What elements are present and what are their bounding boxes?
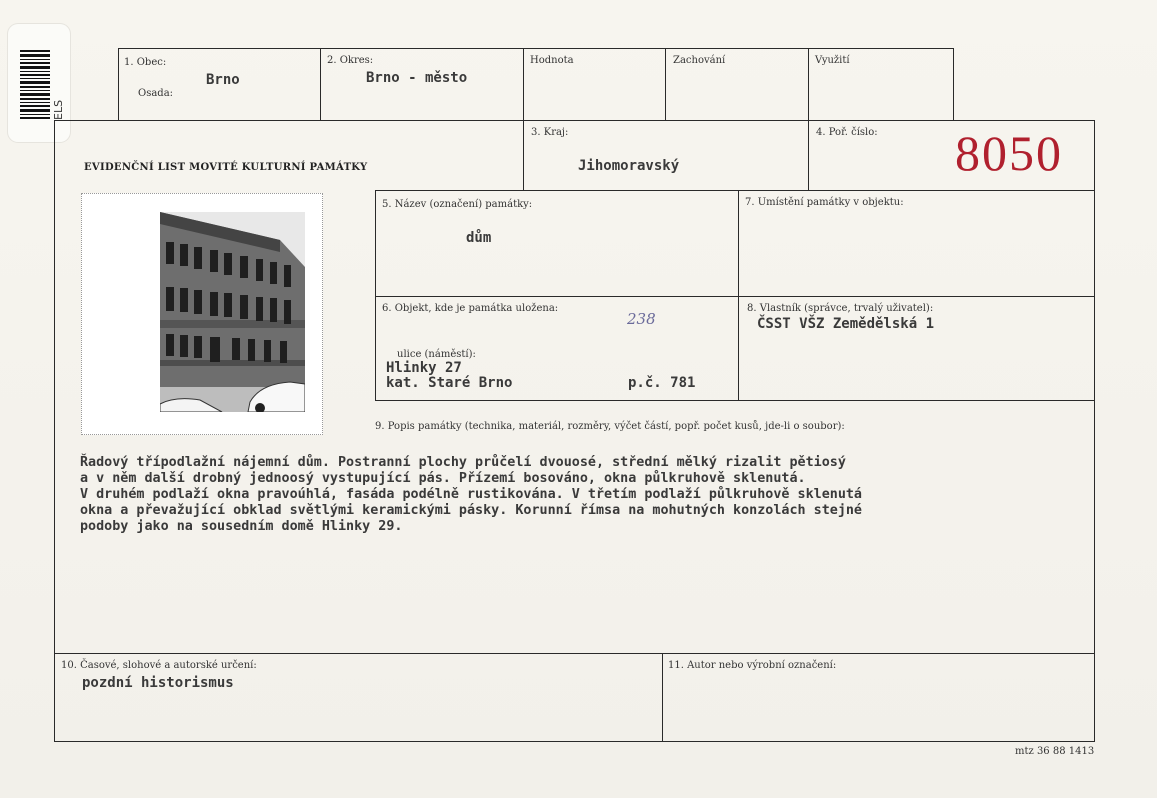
casove-value: pozdní historismus <box>82 675 234 691</box>
popis-line-2: a v něm další drobný jednoosý vystupující pás. Přízemí bosováno, okna půlkruhově sklenutá. <box>80 471 806 486</box>
obec-label: 1. Obec: <box>124 57 167 68</box>
autor-label: 11. Autor nebo výrobní označení: <box>668 660 837 671</box>
ulice-value: Hlinky 27 <box>386 360 462 376</box>
parcela-value: p.č. 781 <box>628 375 696 391</box>
building-photo <box>160 212 305 412</box>
popis-line-5: podoby jako na sousedním domě Hlinky 29. <box>80 519 403 534</box>
nazev-label: 5. Název (označení) památky: <box>382 199 533 210</box>
katastr-value: kat. Staré Brno <box>386 375 513 391</box>
sticker-label: ELS <box>52 99 65 120</box>
barcode-sticker <box>8 24 70 142</box>
popis-line-3: V druhém podlaží okna pravoúhlá, fasáda podélně rustikována. V třetím podlaží půlkruhově sklenutá <box>80 487 862 502</box>
barcode-icon <box>20 50 52 132</box>
por-cislo-label: 4. Poř. číslo: <box>816 127 878 138</box>
nazev-value: dům <box>466 230 492 246</box>
ulice-label: ulice (náměstí): <box>397 349 476 360</box>
kraj-label: 3. Kraj: <box>531 127 569 138</box>
kraj-value: Jihomoravský <box>578 158 680 174</box>
umisteni-label: 7. Umístění památky v objektu: <box>745 197 904 208</box>
okres-value: Brno - město <box>366 70 468 86</box>
handwritten-number: 238 <box>627 310 656 328</box>
osada-label: Osada: <box>138 88 174 99</box>
photo-frame <box>81 193 323 435</box>
popis-line-1: Řadový třípodlažní nájemní dům. Postranní plochy průčelí dvouosé, střední mělký rizalit pětiosý <box>80 455 846 470</box>
popis-line-4: okna a převažující obklad světlými keramickými pásky. Korunní římsa na mohutných konzolách stejné <box>80 503 862 518</box>
vlastnik-label: 8. Vlastník (správce, trvalý uživatel): <box>747 303 934 314</box>
casove-label: 10. Časové, slohové a autorské určení: <box>61 660 257 671</box>
hodnota-label: Hodnota <box>530 55 574 66</box>
footer-code: mtz 36 88 1413 <box>1015 746 1095 757</box>
vlastnik-value: ČSST VŠZ Zemědělská 1 <box>757 316 935 332</box>
zachovani-label: Zachování <box>673 55 726 66</box>
document-title: EVIDENČNÍ LIST MOVITÉ KULTURNÍ PAMÁTKY <box>84 162 368 173</box>
obec-value: Brno <box>206 72 240 88</box>
record-number: 8050 <box>955 125 1063 181</box>
popis-label: 9. Popis památky (technika, materiál, rozměry, výčet částí, popř. počet kusů, jde-li o soubor): <box>375 421 845 432</box>
vyuziti-label: Využití <box>815 55 850 66</box>
objekt-label: 6. Objekt, kde je památka uložena: <box>382 303 559 314</box>
okres-label: 2. Okres: <box>327 55 374 66</box>
